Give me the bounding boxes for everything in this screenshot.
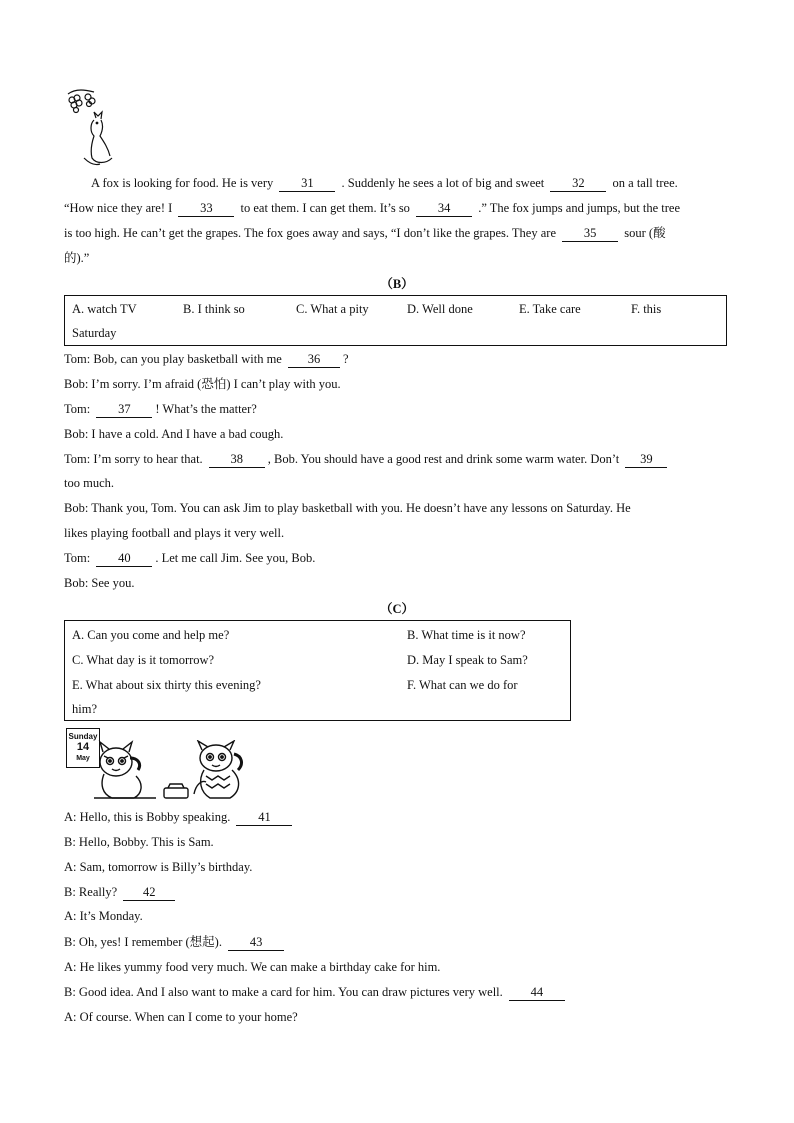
answer-blank-37[interactable]: 37 bbox=[96, 402, 152, 418]
dialogue-line bbox=[64, 858, 252, 876]
answer-blank-42[interactable]: 42 bbox=[123, 885, 175, 901]
dialogue-text: Tom: bbox=[64, 551, 91, 565]
dialogue-line bbox=[64, 549, 315, 567]
dialogue-text: Tom: Bob, can you play basketball with me bbox=[64, 352, 282, 366]
option-d: D. May I speak to Sam? bbox=[407, 653, 528, 667]
dialogue-line bbox=[64, 574, 134, 592]
option-f-wrap: Saturday bbox=[72, 326, 117, 340]
section-c-heading: （C） bbox=[379, 602, 415, 616]
dialogue-line bbox=[64, 883, 178, 901]
dialogue-line bbox=[64, 1008, 298, 1026]
dialogue-text: B: Hello, Bobby. This is Sam. bbox=[64, 835, 214, 849]
answer-blank-35[interactable]: 35 bbox=[562, 226, 618, 242]
dialogue-line bbox=[64, 833, 214, 851]
option-a: A. watch TV bbox=[72, 302, 137, 316]
option-b: B. What time is it now? bbox=[407, 628, 526, 642]
passage-text: 的).” bbox=[64, 251, 90, 265]
dialogue-line bbox=[64, 350, 349, 368]
dialogue-text: A: Sam, tomorrow is Billy’s birthday. bbox=[64, 860, 253, 874]
dialogue-line bbox=[64, 958, 440, 976]
dialogue-text: A: It’s Monday. bbox=[64, 909, 143, 923]
answer-blank-34[interactable]: 34 bbox=[416, 201, 472, 217]
passage-text: A fox is looking for food. He is very bbox=[91, 176, 274, 190]
answer-blank-43[interactable]: 43 bbox=[228, 935, 284, 951]
answer-blank-41[interactable]: 41 bbox=[236, 810, 292, 826]
dialogue-line bbox=[64, 808, 295, 826]
answer-blank-38[interactable]: 38 bbox=[209, 452, 265, 468]
option-b: B. I think so bbox=[183, 302, 245, 316]
calendar-day: Sunday bbox=[68, 732, 98, 741]
option-f: F. this bbox=[631, 302, 662, 316]
passage-text: is too high. He can’t get the grapes. The fox goes away and says, “I don’t like the grapes. They are bbox=[64, 226, 556, 240]
passage-text: sour (酸 bbox=[624, 226, 666, 240]
dialogue-line bbox=[64, 450, 670, 468]
passage-line-4 bbox=[64, 249, 89, 267]
passage-text: “How nice they are! I bbox=[64, 201, 173, 215]
answer-blank-36[interactable]: 36 bbox=[288, 352, 340, 368]
dialogue-line bbox=[64, 499, 631, 517]
fox-grapes-illustration bbox=[64, 88, 116, 168]
dialogue-text: too much. bbox=[64, 476, 114, 490]
passage-text: . Suddenly he sees a lot of big and sweet bbox=[341, 176, 545, 190]
answer-blank-39[interactable]: 39 bbox=[625, 452, 667, 468]
option-a: A. Can you come and help me? bbox=[72, 628, 230, 642]
section-b-options-box bbox=[64, 295, 727, 346]
dialogue-text: Bob: See you. bbox=[64, 576, 135, 590]
answer-blank-40[interactable]: 40 bbox=[96, 551, 152, 567]
option-e: E. Take care bbox=[519, 302, 581, 316]
dialogue-line bbox=[64, 983, 568, 1001]
passage-text: on a tall tree. bbox=[612, 176, 678, 190]
option-d: D. Well done bbox=[407, 302, 473, 316]
dialogue-text: ? bbox=[342, 352, 349, 366]
option-c: C. What day is it tomorrow? bbox=[72, 653, 215, 667]
dialogue-text: A: Hello, this is Bobby speaking. bbox=[64, 810, 231, 824]
dialogue-line bbox=[64, 400, 257, 418]
dialogue-line bbox=[64, 933, 287, 951]
option-f-wrap: him? bbox=[72, 702, 97, 716]
section-b-heading: （B） bbox=[380, 277, 414, 291]
answer-blank-31[interactable]: 31 bbox=[279, 176, 335, 192]
dialogue-text: B: Oh, yes! I remember (想起). bbox=[64, 935, 222, 949]
dialogue-text: Bob: Thank you, Tom. You can ask Jim to play basketball with you. He doesn’t have any lessons on Saturday. He bbox=[64, 501, 631, 515]
dialogue-line bbox=[64, 907, 143, 925]
option-e: E. What about six thirty this evening? bbox=[72, 678, 261, 692]
dialogue-line bbox=[64, 375, 341, 393]
dialogue-text: Bob: I’m sorry. I’m afraid (恐怕) I can’t play with you. bbox=[64, 377, 341, 391]
option-f: F. What can we do for bbox=[407, 678, 518, 692]
dialogue-line bbox=[64, 524, 284, 542]
dialogue-text: . Let me call Jim. See you, Bob. bbox=[155, 551, 316, 565]
answer-blank-33[interactable]: 33 bbox=[178, 201, 234, 217]
passage-text: to eat them. I can get them. It’s so bbox=[240, 201, 410, 215]
dialogue-line bbox=[64, 474, 114, 492]
cats-phone-illustration bbox=[94, 740, 250, 802]
calendar-date: 14 bbox=[76, 741, 90, 753]
passage-text: .” The fox jumps and jumps, but the tree bbox=[478, 201, 681, 215]
dialogue-text: likes playing football and plays it very well. bbox=[64, 526, 285, 540]
dialogue-text: B: Really? bbox=[64, 885, 118, 899]
dialogue-text: ! What’s the matter? bbox=[155, 402, 257, 416]
dialogue-text: Tom: I’m sorry to hear that. bbox=[64, 452, 203, 466]
option-c: C. What a pity bbox=[296, 302, 369, 316]
dialogue-text: Tom: bbox=[64, 402, 91, 416]
answer-blank-44[interactable]: 44 bbox=[509, 985, 565, 1001]
dialogue-text: B: Good idea. And I also want to make a card for him. You can draw pictures very well. bbox=[64, 985, 503, 999]
dialogue-text: A: Of course. When can I come to your home? bbox=[64, 1010, 298, 1024]
passage-line-3 bbox=[64, 224, 666, 242]
section-c-options-box bbox=[64, 620, 571, 721]
dialogue-text: A: He likes yummy food very much. We can make a birthday cake for him. bbox=[64, 960, 441, 974]
dialogue-text: Bob: I have a cold. And I have a bad cough. bbox=[64, 427, 284, 441]
passage-line-2 bbox=[64, 199, 680, 217]
calendar-month: May bbox=[76, 755, 90, 762]
passage-line-1 bbox=[91, 174, 678, 192]
dialogue-text: , Bob. You should have a good rest and drink some warm water. Don’t bbox=[267, 452, 620, 466]
dialogue-line bbox=[64, 425, 283, 443]
answer-blank-32[interactable]: 32 bbox=[550, 176, 606, 192]
